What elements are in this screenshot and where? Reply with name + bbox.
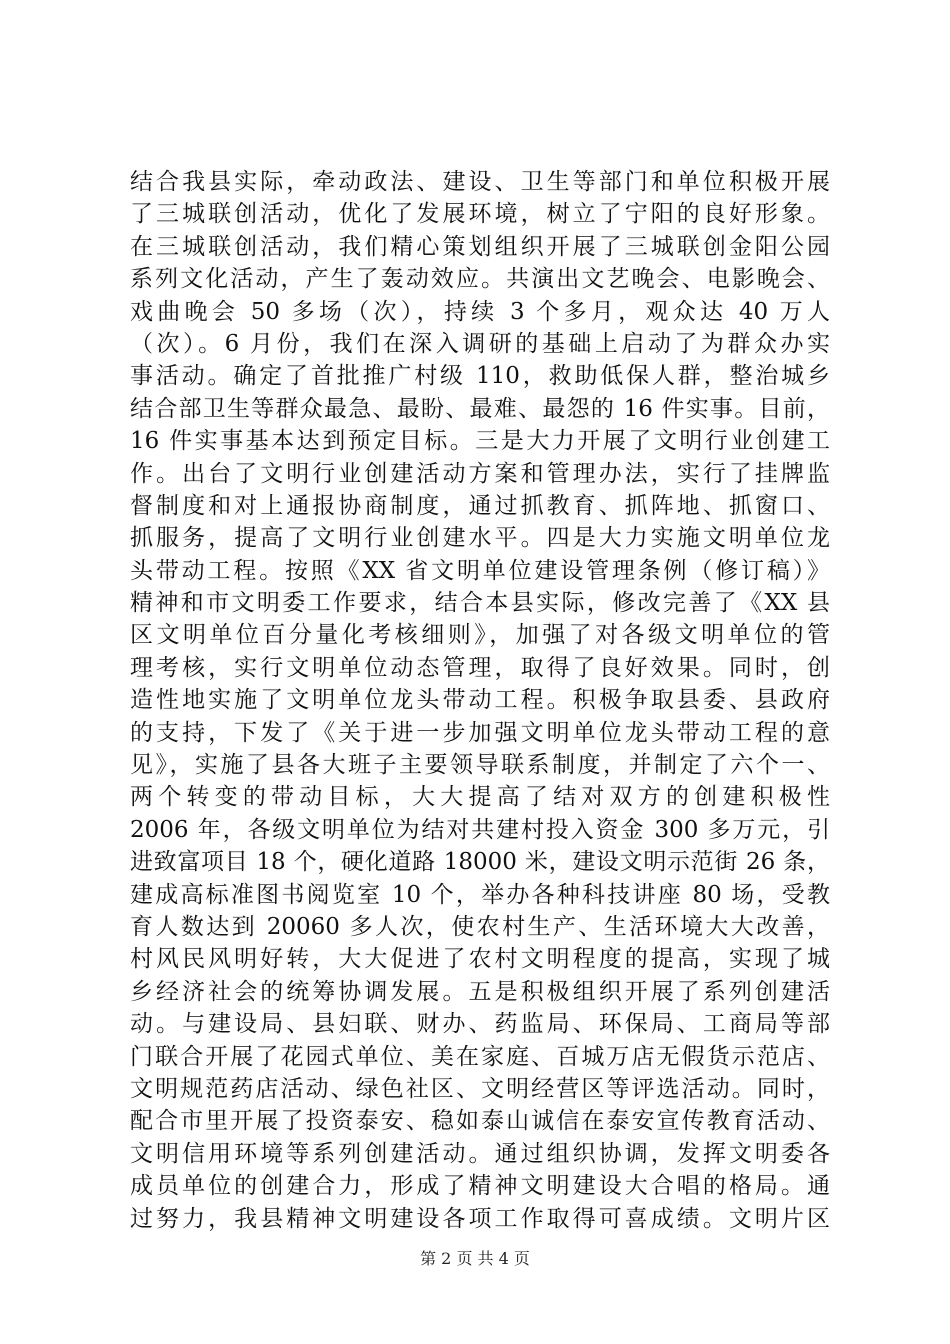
text-line: 结合部卫生等群众最急、最盼、最难、最怨的 16 件实事。目前， — [130, 395, 830, 422]
text-line: 督制度和对上通报协商制度，通过抓教育、抓阵地、抓窗口、 — [130, 492, 830, 519]
text-line: 16 件实事基本达到预定目标。三是大力开展了文明行业创建工 — [130, 428, 830, 455]
text-line: 乡经济社会的统筹协调发展。五是积极组织开展了系列创建活 — [130, 978, 830, 1005]
text-line: 精神和市文明委工作要求，结合本县实际，修改完善了《XX 县 — [130, 590, 830, 617]
text-line: 动。与建设局、县妇联、财办、药监局、环保局、工商局等部 — [130, 1011, 830, 1038]
text-line: 的支持，下发了《关于进一步加强文明单位龙头带动工程的意 — [130, 719, 830, 746]
text-line: 门联合开展了花园式单位、美在家庭、百城万店无假货示范店、 — [130, 1043, 830, 1070]
text-line: 作。出台了文明行业创建活动方案和管理办法，实行了挂牌监 — [130, 460, 830, 487]
text-line: 文明信用环境等系列创建活动。通过组织协调，发挥文明委各 — [130, 1140, 830, 1167]
body-paragraph — [130, 166, 830, 1235]
text-line: 文明规范药店活动、绿色社区、文明经营区等评选活动。同时， — [130, 1075, 830, 1102]
page-number-footer: 第 2 页 共 4 页 — [420, 1249, 530, 1268]
text-line: 过努力，我县精神文明建设各项工作取得可喜成绩。文明片区 — [130, 1205, 830, 1232]
text-line: 抓服务，提高了文明行业创建水平。四是大力实施文明单位龙 — [130, 525, 830, 552]
text-line: 系列文化活动，产生了轰动效应。共演出文艺晚会、电影晚会、 — [130, 266, 830, 293]
text-line: 建成高标准图书阅览室 10 个，举办各种科技讲座 80 场，受教 — [130, 881, 830, 908]
text-line: 在三城联创活动，我们精心策划组织开展了三城联创金阳公园 — [130, 233, 830, 260]
text-line: 配合市里开展了投资泰安、稳如泰山诚信在泰安宣传教育活动、 — [130, 1108, 830, 1135]
text-line: 头带动工程。按照《XX 省文明单位建设管理条例（修订稿）》 — [130, 557, 830, 584]
text-line: 成员单位的创建合力，形成了精神文明建设大合唱的格局。通 — [130, 1173, 830, 1200]
text-line: 结合我县实际，牵动政法、建设、卫生等部门和单位积极开展 — [130, 169, 830, 195]
text-line: （次）。6 月份，我们在深入调研的基础上启动了为群众办实 — [130, 330, 830, 357]
text-line: 戏曲晚会 50 多场（次），持续 3 个多月，观众达 40 万人 — [130, 298, 830, 325]
text-line: 理考核，实行文明单位动态管理，取得了良好效果。同时，创 — [130, 654, 830, 681]
text-line: 造性地实施了文明单位龙头带动工程。积极争取县委、县政府 — [130, 687, 830, 714]
text-line: 村风民风明好转，大大促进了农村文明程度的提高，实现了城 — [130, 946, 830, 973]
text-line: 两个转变的带动目标，大大提高了结对双方的创建积极性 — [130, 784, 830, 811]
text-line: 进致富项目 18 个，硬化道路 18000 米，建设文明示范街 26 条， — [130, 849, 830, 876]
text-line: 见》，实施了县各大班子主要领导联系制度，并制定了六个一、 — [130, 752, 830, 779]
text-line: 事活动。确定了首批推广村级 110，救助低保人群，整治城乡 — [130, 363, 830, 390]
text-line: 了三城联创活动，优化了发展环境，树立了宁阳的良好形象。 — [130, 201, 830, 228]
text-line: 2006 年，各级文明单位为结对共建村投入资金 300 多万元，引 — [130, 816, 830, 843]
text-line: 育人数达到 20060 多人次，使农村生产、生活环境大大改善， — [130, 913, 830, 940]
text-line: 区文明单位百分量化考核细则》，加强了对各级文明单位的管 — [130, 622, 830, 649]
